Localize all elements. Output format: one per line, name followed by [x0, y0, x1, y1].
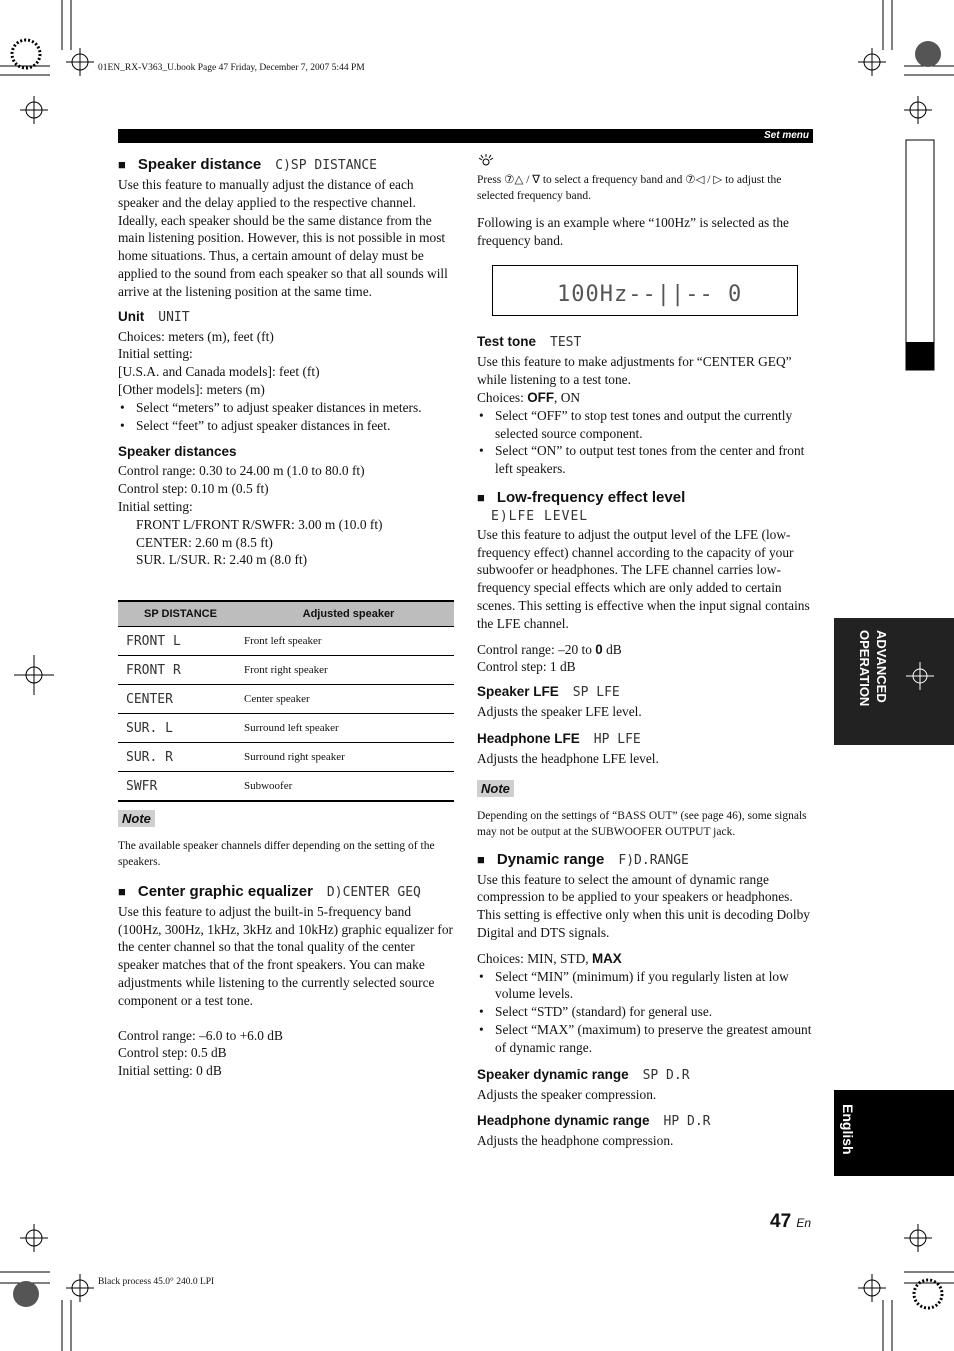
center-geq-line: Initial setting: 0 dB	[118, 1063, 222, 1079]
test-tone-body: Use this feature to make adjustments for “CENTER GEQ” while listening to a test tone.	[477, 354, 792, 388]
center-geq-heading: ■ Center graphic equalizer D)CENTER GEQ	[118, 882, 421, 900]
initial-value: CENTER: 2.60 m (8.5 ft)	[136, 534, 273, 550]
speaker-dr-code: SP D.R	[642, 1067, 690, 1083]
list-item: • Select “OFF” to stop test tones and output the currently selected source component.	[477, 407, 813, 443]
unit-heading: Unit UNIT	[118, 308, 190, 325]
test-tone-heading: Test tone TEST	[477, 334, 582, 351]
dynamic-range-code: F)D.RANGE	[618, 852, 689, 868]
crosshair-icon	[906, 662, 934, 690]
speaker-distances-line: Control range: 0.30 to 24.00 m (1.0 to 80.0 ft)	[118, 463, 365, 479]
initial-value: FRONT L/FRONT R/SWFR: 3.00 m (10.0 ft)	[136, 516, 383, 532]
english-tab	[834, 1090, 954, 1176]
list-item: • Select “MIN” (minimum) if you regularly listen at low volume levels.	[477, 968, 813, 1004]
table-cell-code: SUR. R	[118, 743, 243, 772]
table-cell: Subwoofer	[243, 772, 454, 802]
lfe-heading: ■ Low-frequency effect level	[477, 488, 686, 506]
unit-line: [U.S.A. and Canada models]: feet (ft)	[118, 364, 320, 380]
unit-bullets	[118, 399, 456, 435]
left-column	[118, 155, 456, 569]
table-row	[118, 743, 454, 772]
initial-value: SUR. L/SUR. R: 2.40 m (8.0 ft)	[136, 552, 308, 568]
speaker-dr-body: Adjusts the speaker compression.	[477, 1086, 657, 1102]
note-text: The available speaker channels differ depending on the setting of the speakers.	[118, 839, 435, 868]
table-cell: Surround right speaker	[243, 743, 454, 772]
speaker-distances-heading: Speaker distances	[118, 444, 237, 460]
table-cell-code: SUR. L	[118, 714, 243, 743]
dynamic-range-bullets	[477, 968, 813, 1057]
table-cell: Front left speaker	[243, 627, 454, 656]
headphone-dr-heading: Headphone dynamic range HP D.R	[477, 1113, 711, 1130]
table-row	[118, 772, 454, 802]
table-header-row	[118, 601, 454, 627]
advanced-operation-label: ADVANCED OPERATION	[857, 630, 889, 707]
display-panel	[492, 265, 798, 316]
down-key-icon: ∇	[532, 173, 540, 186]
speaker-lfe-body: Adjusts the speaker LFE level.	[477, 704, 642, 720]
dynamic-range-body: Use this feature to select the amount of dynamic range compression to be applied to your speakers or headphones. This setting is effective only when this unit is decoding Dolby Digital and DTS signals.	[477, 871, 810, 940]
table-cell-code: CENTER	[118, 685, 243, 714]
note-label: Note	[118, 810, 155, 827]
list-item: • Select “MAX” (maximum) to preserve the greatest amount of dynamic range.	[477, 1021, 813, 1057]
right-column	[477, 153, 813, 1150]
display-readout: 100Hz--||-- 0	[557, 282, 743, 308]
unit-code: UNIT	[158, 309, 190, 325]
unit-line: [Other models]: meters (m)	[118, 381, 265, 397]
list-item: • Select “ON” to output test tones from the center and front left speakers.	[477, 442, 813, 478]
speaker-distances-line: Control step: 0.10 m (0.5 ft)	[118, 481, 269, 497]
center-geq-line: Control step: 0.5 dB	[118, 1045, 227, 1061]
unit-line: Choices: meters (m), feet (ft)	[118, 328, 274, 344]
speaker-distances-line: Initial setting:	[118, 498, 193, 514]
sp-distance-table-wrap	[118, 600, 454, 802]
right-key-icon: ▷	[713, 173, 723, 186]
table-row	[118, 656, 454, 685]
table-cell-code: SWFR	[118, 772, 243, 802]
table-cell-code: FRONT L	[118, 627, 243, 656]
table-cell: Surround left speaker	[243, 714, 454, 743]
lfe-range: Control range: –20 to 0 dB	[477, 641, 622, 657]
tip-text: Press ⑦△ / ∇ to select a frequency band and ⑦◁ / ▷ to adjust the selected frequency band.	[477, 173, 782, 202]
up-key-icon: ⑦△	[504, 173, 524, 186]
list-item: • Select “feet” to adjust speaker distances in feet.	[118, 417, 456, 435]
left-column-lower	[118, 810, 456, 1080]
speaker-distance-body: Use this feature to manually adjust the distance of each speaker and the delay applied to the respective channel. Ideally, each speaker should be the same distance from the main listening position. However, this is not possible in most home situations. Thus, a certain amount of delay must be applied to the sound from each speaker so that all sounds will arrive at the listening position at the same time.	[118, 177, 448, 299]
table-row	[118, 627, 454, 656]
center-geq-code: D)CENTER GEQ	[326, 884, 421, 900]
dynamic-range-heading: ■ Dynamic range F)D.RANGE	[477, 850, 689, 868]
list-item: • Select “STD” (standard) for general use.	[477, 1003, 813, 1021]
english-label: English	[840, 1104, 856, 1155]
sp-distance-table	[118, 600, 454, 802]
note-label: Note	[477, 780, 514, 797]
section-bar	[118, 129, 813, 143]
example-text: Following is an example where “100Hz” is selected as the frequency band.	[477, 214, 789, 248]
section-bar-label: Set menu	[763, 130, 809, 141]
test-tone-choices: Choices: OFF, ON	[477, 389, 581, 405]
table-row	[118, 714, 454, 743]
headphone-lfe-code: HP LFE	[593, 731, 641, 747]
speaker-distance-code: C)SP DISTANCE	[275, 158, 378, 173]
print-info: Black process 45.0° 240.0 LPI	[98, 1277, 215, 1287]
lightbulb-icon	[477, 153, 495, 167]
list-item: • Select “meters” to adjust speaker distances in meters.	[118, 399, 456, 417]
book-info-line: 01EN_RX-V363_U.book Page 47 Friday, December 7, 2007 5:44 PM	[98, 63, 365, 73]
speaker-distance-heading: ■ Speaker distance C)SP DISTANCE	[118, 156, 378, 173]
table-cell: Center speaker	[243, 685, 454, 714]
test-tone-code: TEST	[550, 335, 582, 351]
center-geq-body: Use this feature to adjust the built-in 5-frequency band (100Hz, 300Hz, 1kHz, 3kHz and 10kHz) graphic equalizer for the center channel so that the tonal quality of the center speaker matches that of the front speakers. You can make adjustments while listening to the currently selected source component or a test tone.	[118, 903, 454, 1008]
table-header: Adjusted speaker	[243, 601, 454, 627]
lfe-step: Control step: 1 dB	[477, 659, 576, 675]
advanced-operation-tab	[834, 618, 954, 745]
language-code: En	[796, 1216, 812, 1230]
headphone-lfe-body: Adjusts the headphone LFE level.	[477, 750, 659, 766]
dynamic-range-choices: Choices: MIN, STD, MAX	[477, 950, 622, 966]
page-number: 47 En	[770, 1211, 812, 1232]
test-tone-bullets	[477, 407, 813, 478]
center-geq-line: Control range: –6.0 to +6.0 dB	[118, 1027, 283, 1043]
headphone-lfe-heading: Headphone LFE HP LFE	[477, 730, 641, 747]
left-key-icon: ⑦◁	[685, 173, 705, 186]
speaker-dr-heading: Speaker dynamic range SP D.R	[477, 1066, 690, 1083]
table-header: SP DISTANCE	[118, 601, 243, 627]
unit-line: Initial setting:	[118, 346, 193, 362]
headphone-dr-body: Adjusts the headphone compression.	[477, 1133, 674, 1149]
note-text: Depending on the settings of “BASS OUT” (see page 46), some signals may not be output at the SUBWOOFER OUTPUT jack.	[477, 809, 807, 838]
lfe-body: Use this feature to adjust the output level of the LFE (low-frequency effect) channel according to the capacity of your subwoofer or headphones. The LFE channel carries low-frequency special effects which are only added to certain scenes. This setting is effective when the input signal contains the LFE channel.	[477, 526, 810, 631]
speaker-lfe-heading: Speaker LFE SP LFE	[477, 684, 620, 701]
headphone-dr-code: HP D.R	[663, 1114, 711, 1130]
table-cell-code: FRONT R	[118, 656, 243, 685]
table-row	[118, 685, 454, 714]
lfe-code: E)LFE LEVEL	[491, 508, 589, 524]
speaker-lfe-code: SP LFE	[572, 685, 620, 701]
table-cell: Front right speaker	[243, 656, 454, 685]
